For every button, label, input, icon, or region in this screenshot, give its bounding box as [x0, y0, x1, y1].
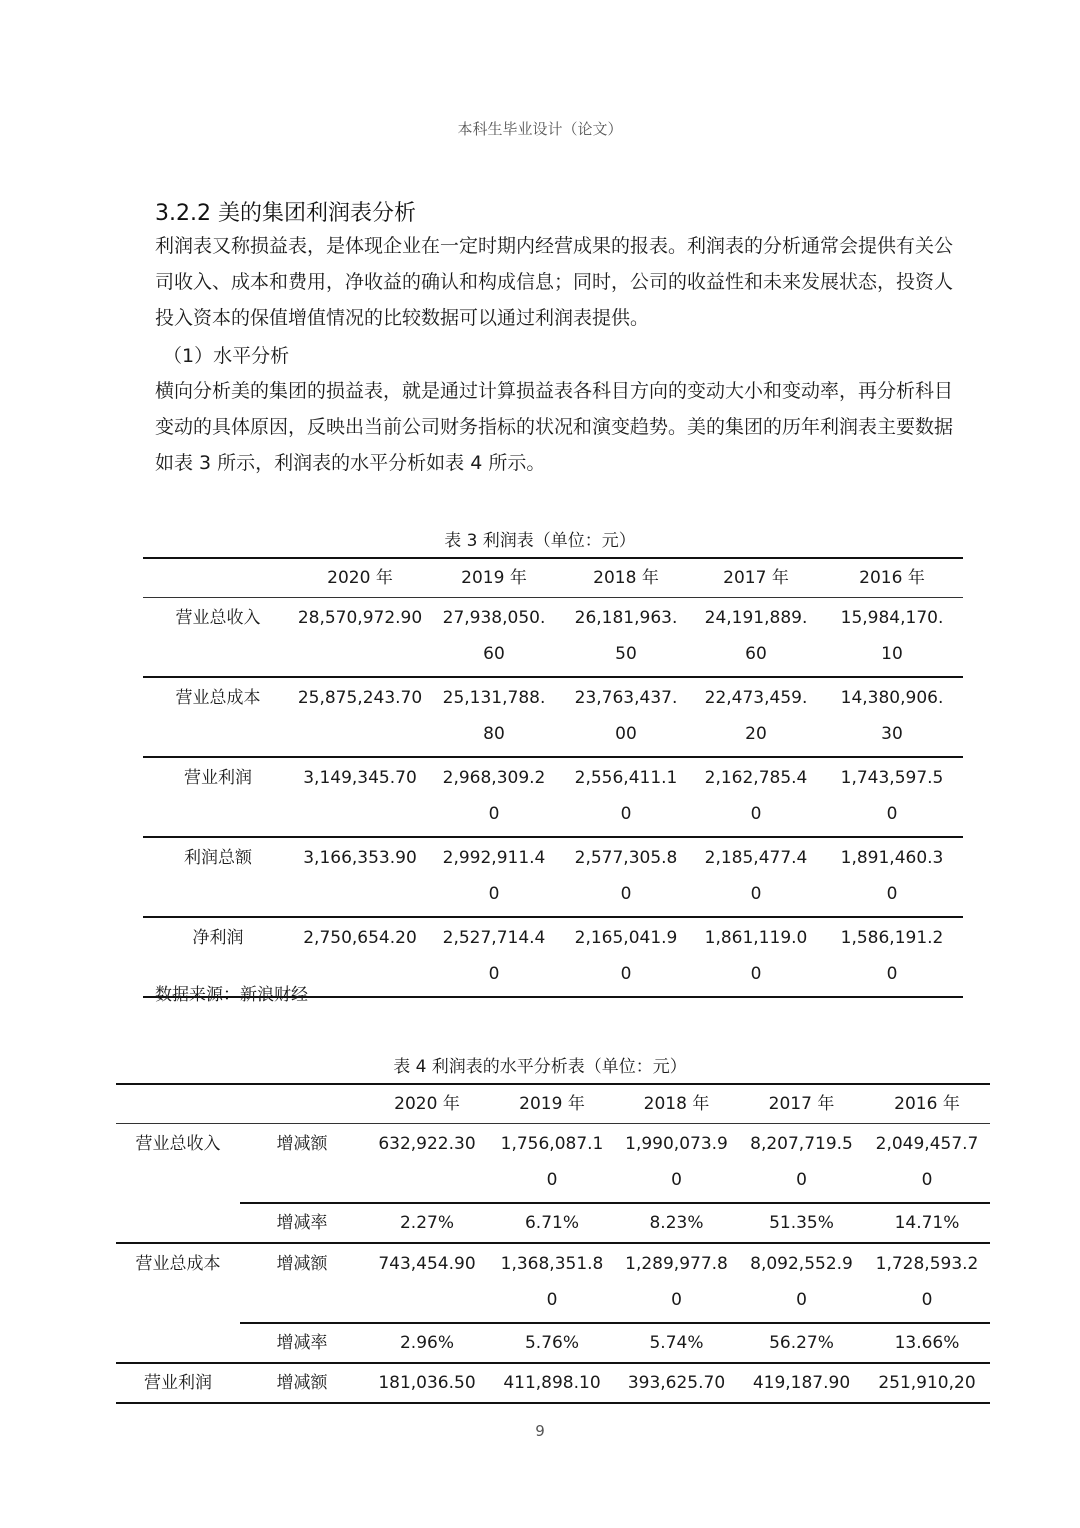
cell-line: 0 [796, 1170, 807, 1190]
value-cell: 181,036.50 [364, 1363, 490, 1403]
row-label: 营业利润 [116, 1363, 240, 1403]
cell-line: 3,166,353.90 [303, 848, 417, 868]
value-cell [427, 677, 561, 757]
page-number: 9 [535, 1422, 545, 1440]
cell-line: 0 [750, 964, 762, 984]
table3-year: 2018 年 [561, 558, 691, 598]
cell-line: 0 [921, 1170, 933, 1190]
cell-line: 25,875,243.70 [297, 688, 423, 708]
cell-line: 10 [881, 644, 903, 664]
value-cell: 2.96% [364, 1323, 490, 1363]
cell-line: 0 [671, 1290, 682, 1310]
section-title: 3.2.2 美的集团利润表分析 [155, 201, 416, 226]
table-row [116, 1323, 990, 1363]
value-cell [293, 677, 427, 757]
cell-line: 60 [745, 644, 767, 664]
cell-line: 27,938,050. [442, 608, 546, 628]
value-cell [561, 917, 691, 997]
cell-line: 0 [886, 884, 898, 904]
value-cell [614, 1243, 739, 1323]
cell-line: 1,289,977.8 [625, 1254, 728, 1274]
value-cell: 56.27% [739, 1323, 864, 1363]
value-cell [427, 757, 561, 837]
cell-line: 0 [488, 884, 500, 904]
cell-line: 1,368,351.8 [500, 1254, 604, 1274]
value-cell [490, 1243, 614, 1323]
table-row [116, 1243, 990, 1323]
page-header: 本科生毕业设计（论文） [457, 120, 623, 138]
cell-line: 2,968,309.2 [442, 768, 546, 788]
value-cell [293, 917, 427, 997]
value-cell [691, 598, 821, 678]
metric-label: 增减额 [240, 1363, 364, 1403]
table4-header-blank [116, 1084, 240, 1124]
table-row [143, 757, 963, 837]
value-cell [614, 1124, 739, 1204]
table4-year: 2018 年 [614, 1084, 739, 1124]
table3-year: 2019 年 [427, 558, 561, 598]
row-label: 营业总成本 [116, 1243, 240, 1363]
value-cell [293, 598, 427, 678]
value-cell [739, 1243, 864, 1323]
table-row [143, 677, 963, 757]
cell-line: 1,756,087.1 [500, 1134, 604, 1154]
cell-line: 1,861,119.0 [704, 928, 808, 948]
value-cell [821, 917, 963, 997]
row-label: 营业利润 [143, 757, 293, 837]
cell-line: 0 [546, 1290, 558, 1310]
value-cell [691, 917, 821, 997]
value-cell [821, 757, 963, 837]
cell-line: 2,165,041.9 [574, 928, 678, 948]
cell-line: 743,454.90 [378, 1254, 476, 1274]
cell-line: 1,728,593.2 [875, 1254, 979, 1274]
cell-line: 2,556,411.1 [574, 768, 678, 788]
cell-line: 20 [745, 724, 767, 744]
table4-header-blank [240, 1084, 364, 1124]
table4-year: 2016 年 [864, 1084, 990, 1124]
value-cell [427, 598, 561, 678]
table4-caption: 表 4 利润表的水平分析表（单位：元） [393, 1057, 687, 1077]
cell-line: 0 [546, 1170, 558, 1190]
value-cell: 411,898.10 [490, 1363, 614, 1403]
paragraph-intro: 利润表又称损益表，是体现企业在一定时期内经营成果的报表。利润表的分析通常会提供有关公司收入、成本和费用，净收益的确认和构成信息；同时，公司的收益性和未来发展状态，投资人投入资本的保值增值情况的比较数据可以通过利润表提供。 [155, 235, 954, 329]
paragraph-horizontal-analysis: 横向分析美的集团的损益表，就是通过计算损益表各科目方向的变动大小和变动率，再分析科目变动的具体原因，反映出当前公司财务指标的状况和演变趋势。美的集团的历年利润表主要数据如表 3 所示，利润表的水平分析如表 4 所示。 [155, 380, 954, 474]
table4-year: 2019 年 [490, 1084, 614, 1124]
table3-year: 2020 年 [293, 558, 427, 598]
value-cell [561, 757, 691, 837]
cell-line: 26,181,963. [574, 608, 678, 628]
cell-line: 0 [620, 884, 632, 904]
data-source-note: 数据来源：新浪财经 [155, 985, 308, 1005]
cell-line: 50 [615, 644, 637, 664]
metric-label: 增减率 [240, 1203, 364, 1243]
value-cell: 419,187.90 [739, 1363, 864, 1403]
cell-line: 1,743,597.5 [840, 768, 944, 788]
value-cell: 5.74% [614, 1323, 739, 1363]
value-cell [293, 837, 427, 917]
value-cell [864, 1243, 990, 1323]
table3-header-row [143, 558, 963, 598]
table-row [143, 598, 963, 678]
row-label: 利润总额 [143, 837, 293, 917]
value-cell: 51.35% [739, 1203, 864, 1243]
table-row [116, 1203, 990, 1243]
value-cell: 251,910,20 [864, 1363, 990, 1403]
value-cell: 5.76% [490, 1323, 614, 1363]
cell-line: 0 [671, 1170, 682, 1190]
value-cell [691, 837, 821, 917]
cell-line: 14,380,906. [840, 688, 944, 708]
cell-line: 1,891,460.3 [840, 848, 944, 868]
cell-line: 2,049,457.7 [875, 1134, 979, 1154]
cell-line: 2,527,714.4 [442, 928, 546, 948]
value-cell [821, 598, 963, 678]
table-row [116, 1124, 990, 1204]
table3-year: 2017 年 [691, 558, 821, 598]
cell-line: 0 [750, 804, 762, 824]
cell-line: 00 [615, 724, 637, 744]
cell-line: 60 [483, 644, 505, 664]
value-cell [364, 1243, 490, 1323]
table3-header-blank [143, 558, 293, 598]
value-cell [364, 1124, 490, 1204]
cell-line: 0 [488, 964, 500, 984]
cell-line: 0 [620, 804, 632, 824]
value-cell: 8.23% [614, 1203, 739, 1243]
cell-line: 2,577,305.8 [574, 848, 678, 868]
value-cell: 6.71% [490, 1203, 614, 1243]
cell-line: 8,207,719.5 [750, 1134, 853, 1154]
value-cell [691, 677, 821, 757]
metric-label: 增减额 [276, 1134, 328, 1154]
value-cell [561, 677, 691, 757]
cell-line: 632,922.30 [378, 1134, 476, 1154]
value-cell: 14.71% [864, 1203, 990, 1243]
cell-line: 22,473,459. [704, 688, 808, 708]
value-cell [561, 837, 691, 917]
cell-line: 2,992,911.4 [442, 848, 546, 868]
cell-line: 30 [881, 724, 903, 744]
metric-label: 增减率 [240, 1323, 364, 1363]
value-cell [561, 598, 691, 678]
value-cell [739, 1124, 864, 1204]
table3-year: 2016 年 [821, 558, 963, 598]
row-label: 营业总收入 [175, 608, 261, 628]
subheading-horizontal-analysis: （1）水平分析 [163, 345, 290, 367]
cell-line: 25,131,788. [442, 688, 546, 708]
metric-label: 增减额 [240, 1243, 364, 1323]
horizontal-analysis-table [116, 1083, 990, 1404]
table4-year: 2020 年 [364, 1084, 490, 1124]
value-cell: 2.27% [364, 1203, 490, 1243]
row-label: 营业总成本 [143, 677, 293, 757]
value-cell [427, 837, 561, 917]
cell-line: 0 [886, 964, 898, 984]
cell-line: 0 [796, 1290, 807, 1310]
value-cell [821, 677, 963, 757]
value-cell: 13.66% [864, 1323, 990, 1363]
cell-line: 1,990,073.9 [625, 1134, 728, 1154]
table-row [143, 837, 963, 917]
cell-line: 3,149,345.70 [303, 768, 417, 788]
cell-line: 8,092,552.9 [750, 1254, 853, 1274]
value-cell [821, 837, 963, 917]
cell-line: 2,185,477.4 [704, 848, 808, 868]
table-row [116, 1363, 990, 1403]
cell-line: 0 [886, 804, 898, 824]
cell-line: 2,750,654.20 [303, 928, 417, 948]
cell-line: 0 [488, 804, 500, 824]
income-statement-table [143, 557, 963, 998]
table3-caption: 表 3 利润表（单位：元） [444, 531, 636, 551]
value-cell [864, 1124, 990, 1204]
cell-line: 24,191,889. [704, 608, 808, 628]
row-label: 营业总收入 [135, 1134, 221, 1154]
cell-line: 80 [483, 724, 505, 744]
value-cell [427, 917, 561, 997]
row-label: 净利润 [143, 917, 293, 997]
cell-line: 23,763,437. [574, 688, 678, 708]
table4-header-row [116, 1084, 990, 1124]
cell-line: 0 [620, 964, 632, 984]
cell-line: 0 [750, 884, 762, 904]
cell-line: 2,162,785.4 [704, 768, 808, 788]
cell-line: 28,570,972.90 [297, 608, 423, 628]
value-cell: 393,625.70 [614, 1363, 739, 1403]
cell-line: 0 [921, 1290, 933, 1310]
cell-line: 1,586,191.2 [840, 928, 944, 948]
value-cell [293, 757, 427, 837]
table4-year: 2017 年 [739, 1084, 864, 1124]
value-cell [490, 1124, 614, 1204]
cell-line: 15,984,170. [840, 608, 944, 628]
value-cell [691, 757, 821, 837]
